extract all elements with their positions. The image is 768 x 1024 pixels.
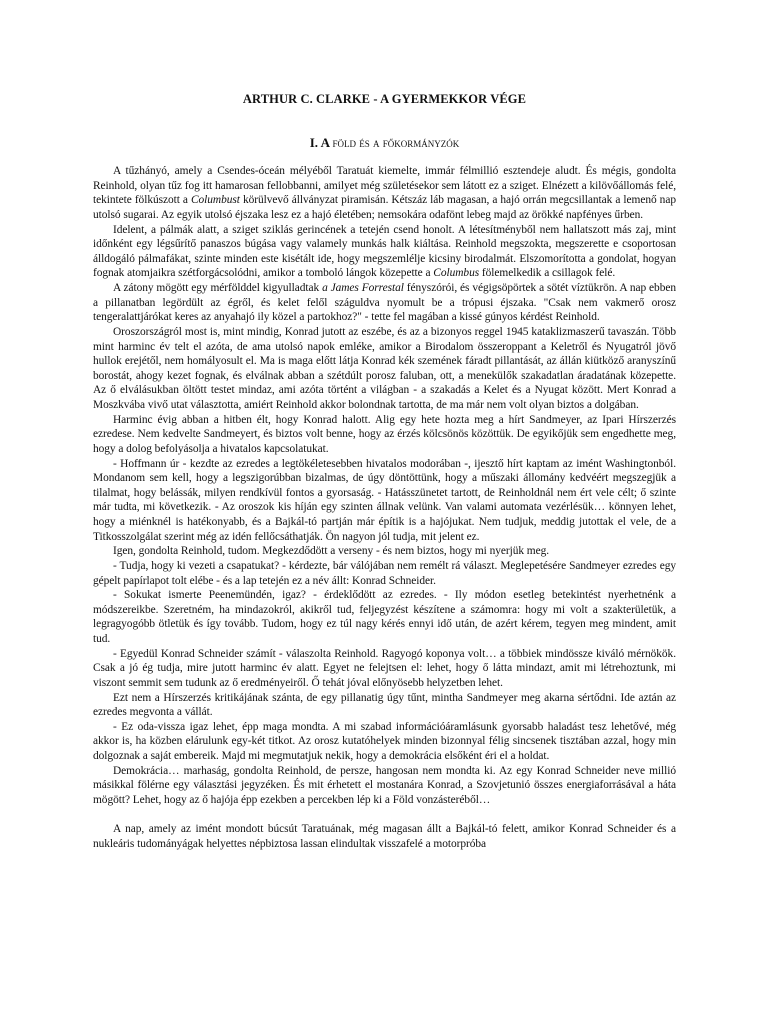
paragraph-10: - Egyedül Konrad Schneider számít - válaszolta Reinhold. Ragyogó koponya volt… a többiek mindössze kiváló mérnökök. Csak a jó ég tudja, mire jutott harminc év alatt. Egyet ne felejtsen el: lehet, hogy ő látta mindazt, amit mi létrehoztunk, mi viszont semmit sem tudunk az ő eredményeiről. Ő tehát jóval előnyösebb helyzetben lehet. [93,647,676,689]
chapter-number: I. A [309,135,330,150]
paragraph-5: Harminc évig abban a hitben élt, hogy Konrad halott. Alig egy hete hozta meg a hírt Sandmeyer, az Ipari Hírszerzés ezredese. Nem kedvelte Sandmeyert, és biztos volt benne, hogy az érzés kölcsönös közöttük. De egyikőjük sem engedhette meg, hogy a dolog befolyásolja a hivatalos kapcsolatukat. [93,413,676,455]
chapter-name: föld és a főkormányzók [332,135,460,150]
paragraph-12: - Ez oda-vissza igaz lehet, épp maga mondta. A mi szabad információáramlásunk gyorsabb haladást tesz lehetővé, még akkor is, ha közben elárulunk egy-két titkot. Az orosz kutatóhelyek minden bizonnyal félig sincsenek tisztában azzal, hogy min dolgoznak a saját embereik. Majd mi megmutatjuk nekik, hogy a demokrácia elsőként éri el a holdat. [93,720,676,762]
body-text [93,164,676,851]
ship-name: Columbust [190,194,240,207]
paragraph-3: A zátony mögött egy mérfölddel kigyulladtak a James Forrestal fényszórói, és végigsöpörtek a sötét víztükrön. A nap ebben a pillanatban legördült az égről, és kelet felől száguldva nyomult be a trópusi éjszaka. "Csak nem vakmerő orosz tengeralattjárókat keres az anyahajó ily közel a partokhoz?" - tette fel magában a kissé gúnyos kérdést Reinhold. [93,282,676,324]
document-title: ARTHUR C. CLARKE - A GYERMEKKOR VÉGE [242,92,527,106]
chapter-heading [93,135,676,151]
paragraph-6: - Hoffmann úr - kezdte az ezredes a legtökéletesebben hivatalos modorában -, ijesztő hírt kaptam az imént Washingtonból. Mondanom sem kell, hogy a legszigorúbban bizalmas, de úgy döntöttünk, hogy a műszaki állomány kedvéért megszegjük a tilalmat, hogy belássák, milyen rendkívül fontos a gyorsaság. - Hatásszünetet tartott, de Reinholdnál nem ért vele célt; ő szinte már tudta, mi következik. - Az oroszok kis híján egy szinten állnak velünk. Van valami automata vezérlésük… könnyen lehet, hogy a miénknél is hatékonyabb, és a Bajkál-tó partján már építik is a hajójukat. Nem tudjuk, meddig jutottak el vele, de a Titkosszolgálat szerint még az idén fellőcsáthatják. Ön nagyon jól tudja, mit jelent ez. [93,457,676,543]
paragraph-9: - Sokukat ismerte Peenemündén, igaz? - érdeklődött az ezredes. - Ily módon esetleg betekintést nyerhetnénk a módszereikbe. Szeretném, ha mindazokról, akikről tud, feljegyzést készítene a számomra: hogy mi volt a szakterületük, a legragyogóbb ötletük és így tovább. Tudom, hogy ez túl nagy kérés ennyi idő után, de azért kérem, tegyen meg mindent, amit tud. [93,589,676,645]
paragraph-14: A nap, amely az imént mondott búcsút Taratuának, még magasan állt a Bajkál-tó felett, amikor Konrad Schneider és a nukleáris tudományágak helyettes népbiztosa lassan elindultak visszafelé a motorpróba [93,823,676,850]
paragraph-1: A tűzhányó, amely a Csendes-óceán mélyéből Taratuát kiemelte, immár félmillió esztendeje aludt. És mégis, gondolta Reinhold, olyan tűz fog itt hamarosan fellobbanni, amilyet még születésekor sem látott ez a sziget. Elnézett a kilövőállomás felé, tekintete fölkúszott a Columbust körülvevő állványzat piramisán. Kétszáz láb magasan, a hajó orrán megcsillantak a lemenő nap utolsó sugarai. Az egyik utolsó éjszaka lesz ez a hajó életében; nemsokára odafönt lebeg majd az örökké napfényes űrben. [93,165,676,221]
paragraph-13: Demokrácia… marhaság, gondolta Reinhold, de persze, hangosan nem mondta ki. Az egy Konrad Schneider neve millió másikkal fölérne egy választási jegyzéken. És mit érhetett el mostanára Konrad, a Szovjetunió összes energiaforrásával a háta mögött? Lehet, hogy az ő hajója épp ezekben a percekben lép ki a Föld vonzásteréből… [93,764,676,806]
paragraph-11: Ezt nem a Hírszerzés kritikájának szánta, de egy pillanatig úgy tűnt, mintha Sandmeyer meg akarna sértődni. Ide aztán az ezredes megvonta a vállát. [93,691,676,719]
ship-name: Columbus [433,267,480,280]
paragraph-4: Oroszországról most is, mint mindig, Konrad jutott az eszébe, és az a bizonyos reggel 1945 kataklizmaszerű tavaszán. Több mint harminc év telt el azóta, de ama utolsó napok emléke, amikor a Birodalom összeroppant a Keletről és Nyugatról jövő hullok erejétől, nem homályosult el. Ma is maga előtt látja Konrad kék szemének fáradt pillantását, az állán kiütköző aranyszínű borostát, ahogy kezet fognak, és elválnak abban a szétdúlt porosz faluban, ott, a menekülők szakadatlan áradatának közepette. Az ő elválásukban öltött testet mindaz, ami azóta történt a világban - a szakadás a Kelet és a Nyugat között. Mert Konrad a Moszkvába vivő utat választotta, amiért Reinhold akkor bolondnak tartotta, de ma már nem volt olyan biztos a dolgában. [93,325,676,411]
paragraph-2: Idelent, a pálmák alatt, a sziget sziklás gerincének a tetején csend honolt. A létesítményből nem hallatszott más zaj, mint időnként egy légsűrítő panaszos búgása vagy valamely munkás halk kiáltása. Reinhold megszokta, megszerette e csoportosan álldogáló pálmafákat, szinte minden este kisétált ide, hogy megszemlélje kicsiny birodalmát. Elszomorította a gondolat, hogyan fognak atomjaikra szétforgácsolódni, amikor a tomboló lángok közepette a Columbus fölemelkedik a csillagok felé. [93,223,676,280]
carrier-name: a James Forrestal [322,282,404,294]
paragraph-8: - Tudja, hogy ki vezeti a csapatukat? - kérdezte, bár válójában nem remélt rá választ. Meglepetésére Sandmeyer ezredes egy gépelt papírlapot tolt elébe - és a lap tetején ez a név állt: Konrad Schneider. [93,559,676,587]
paragraph-7: Igen, gondolta Reinhold, tudom. Megkezdődött a verseny - és nem biztos, hogy mi nyerjük meg. [113,545,550,558]
document-page [93,0,676,1024]
